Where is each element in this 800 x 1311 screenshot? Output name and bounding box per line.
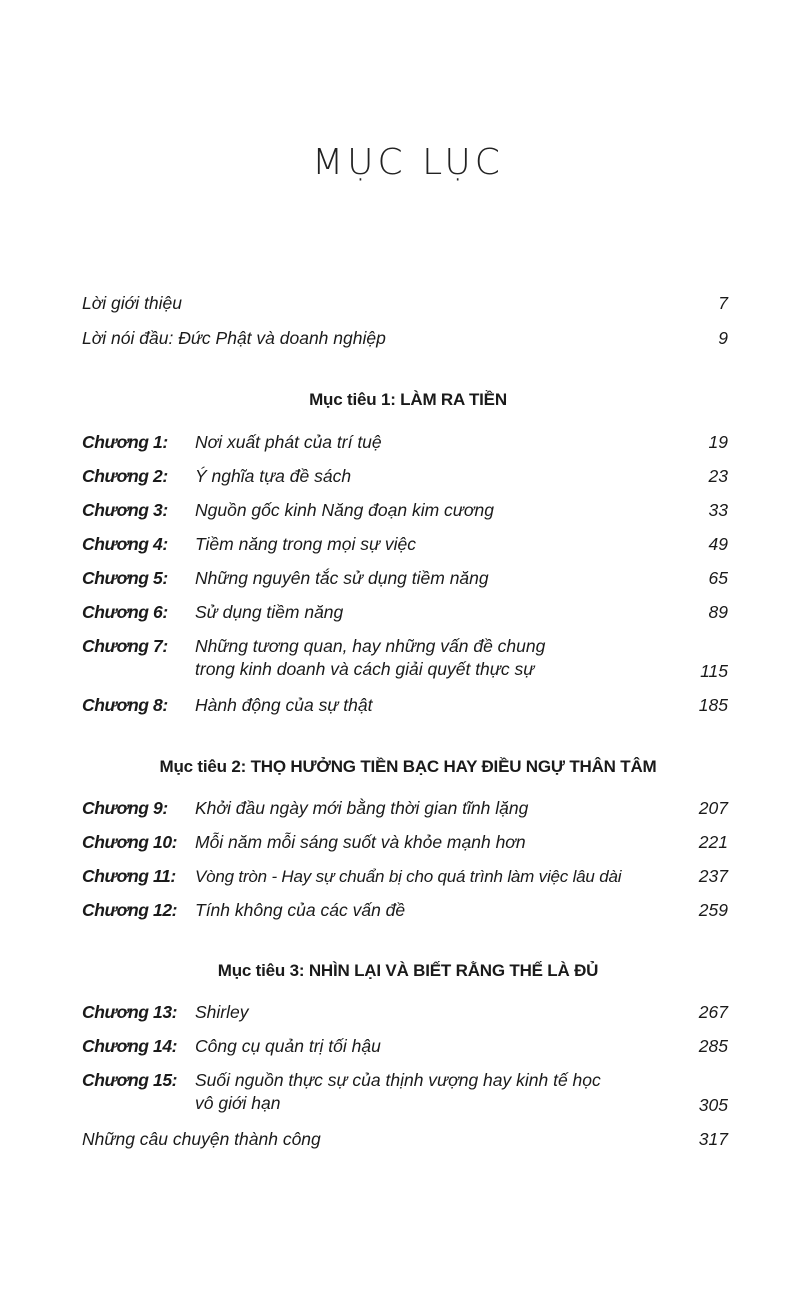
chapter-title: Shirley: [195, 1002, 249, 1022]
toc-page-number: 305: [698, 1095, 728, 1115]
chapter-title: Khởi đầu ngày mới bằng thời gian tĩnh lặng: [195, 798, 529, 818]
chapter-title: Mỗi năm mỗi sáng suốt và khỏe mạnh hơn: [195, 832, 526, 852]
chapter-title: Hành động của sự thật: [195, 695, 373, 715]
toc-entry-text: Lời giới thiệu: [82, 293, 182, 313]
chapter-label: Chương 14:: [82, 1036, 178, 1056]
chapter-title: Nguồn gốc kinh Năng đoạn kim cương: [195, 500, 494, 520]
toc-page-number: 317: [698, 1129, 728, 1149]
toc-page-number: 9: [718, 328, 728, 348]
chapter-title: Công cụ quản trị tối hậu: [195, 1036, 381, 1056]
chapter-title: Suối nguồn thực sự của thịnh vượng hay kinh tế học vô giới hạn: [195, 1070, 601, 1113]
chapter-label: Chương 8:: [82, 695, 168, 715]
chapter-label: Chương 1:: [82, 432, 168, 452]
chapter-label: Chương 5:: [82, 568, 168, 588]
toc-chapter-15: [82, 1069, 728, 1115]
chapter-title: Những tương quan, hay những vấn đề chung trong kinh doanh và cách giải quyết thực sự: [195, 636, 546, 679]
toc-page-number: 33: [708, 500, 728, 520]
chapter-label: Chương 7:: [82, 636, 168, 656]
chapter-title: Nơi xuất phát của trí tuệ: [195, 432, 382, 452]
chapter-title: Ý nghĩa tựa đề sách: [195, 466, 352, 486]
section-heading-part-1: Mục tiêu 1: LÀM RA TIỀN: [309, 390, 507, 409]
chapter-label: Chương 3:: [82, 500, 168, 520]
toc-page-number: 259: [698, 900, 728, 920]
chapter-label: Chương 4:: [82, 534, 168, 554]
toc-page-number: 115: [700, 661, 728, 681]
chapter-title: Tiềm năng trong mọi sự việc: [195, 534, 417, 554]
toc-page-number: 19: [708, 432, 728, 452]
section-heading-part-3: Mục tiêu 3: NHÌN LẠI VÀ BIẾT RẰNG THẾ LÀ ĐỦ: [217, 961, 599, 980]
toc-page-number: 89: [708, 602, 728, 622]
toc-page-number: 49: [708, 534, 728, 554]
toc-page-number: 221: [698, 832, 728, 852]
section-heading-part-2: Mục tiêu 2: THỌ HƯỞNG TIỀN BẠC HAY ĐIỀU NGỰ THÂN TÂM: [159, 757, 657, 776]
page-title: MỤC LỤC: [312, 142, 504, 183]
toc-page-number: 207: [698, 798, 728, 818]
chapter-label: Chương 9:: [82, 798, 168, 818]
toc-entry-text: Những câu chuyện thành công: [82, 1129, 321, 1149]
chapter-label: Chương 11:: [82, 866, 176, 886]
chapter-label: Chương 2:: [82, 466, 168, 486]
toc-page-number: 185: [698, 695, 728, 715]
toc-page-number: 7: [718, 293, 728, 313]
toc-page-number: 65: [708, 568, 728, 588]
chapter-label: Chương 6:: [82, 602, 168, 622]
toc-page-number: 237: [698, 866, 728, 886]
toc-page-number: 23: [708, 466, 728, 486]
toc-chapter-7: [82, 635, 728, 681]
chapter-title: Tính không của các vấn đề: [195, 900, 406, 920]
chapter-title: Vòng tròn - Hay sự chuẩn bị cho quá trình làm việc lâu dài: [195, 867, 622, 886]
chapter-title: Sử dụng tiềm năng: [195, 602, 344, 622]
toc-entry-text: Lời nói đầu: Đức Phật và doanh nghiệp: [82, 328, 386, 348]
toc-page-number: 285: [698, 1036, 728, 1056]
chapter-label: Chương 10:: [82, 832, 178, 852]
chapter-title: Những nguyên tắc sử dụng tiềm năng: [195, 568, 489, 588]
chapter-label: Chương 12:: [82, 900, 178, 920]
chapter-label: Chương 15:: [82, 1070, 178, 1090]
chapter-label: Chương 13:: [82, 1002, 178, 1022]
toc-page-number: 267: [698, 1002, 728, 1022]
